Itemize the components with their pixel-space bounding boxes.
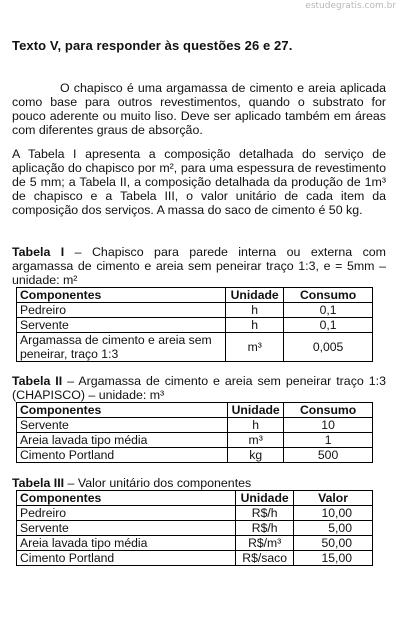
table-header-cell: Componentes xyxy=(17,288,226,303)
table2 xyxy=(16,402,373,463)
table-row xyxy=(17,303,373,318)
table-header-cell: Componentes xyxy=(17,403,228,418)
paragraph-chapisco: O chapisco é uma argamassa de cimento e areia aplicada como base para outros revestimentos, quando o substrato for pouco aderente ou muito liso. Deve ser aplicado também em áreas com diferentes graus de absorção. xyxy=(12,81,386,137)
table3-label: Tabela III xyxy=(12,476,65,490)
table3-caption-text: – Valor unitário dos componentes xyxy=(64,476,252,490)
table-header-row xyxy=(17,288,373,303)
table2-label: Tabela II xyxy=(12,374,63,388)
table-cell: 1 xyxy=(284,433,373,448)
table-cell: m³ xyxy=(226,333,284,362)
table-cell: 15,00 xyxy=(294,551,373,566)
table-cell: Areia lavada tipo média xyxy=(17,433,228,448)
table3-caption xyxy=(12,476,386,490)
table-row xyxy=(17,521,373,536)
table-cell: m³ xyxy=(228,433,284,448)
table-header-cell: Unidade xyxy=(228,403,284,418)
table-cell: Pedreiro xyxy=(17,303,226,318)
table1 xyxy=(16,287,373,362)
table-cell: Areia lavada tipo média xyxy=(17,536,236,551)
table-cell: 0,1 xyxy=(284,303,373,318)
table-cell: 0,1 xyxy=(284,318,373,333)
table-cell: 10 xyxy=(284,418,373,433)
table-row xyxy=(17,448,373,463)
table-cell: h xyxy=(226,303,284,318)
table-row xyxy=(17,551,373,566)
table1-caption xyxy=(12,245,386,287)
table1-label: Tabela I xyxy=(12,245,65,259)
table-cell: R$/m³ xyxy=(236,536,294,551)
table-cell: 10,00 xyxy=(294,506,373,521)
table-row xyxy=(17,333,373,362)
table-cell: Servente xyxy=(17,418,228,433)
table-cell: R$/saco xyxy=(236,551,294,566)
table-cell: h xyxy=(226,318,284,333)
table-cell: 500 xyxy=(284,448,373,463)
table-row xyxy=(17,536,373,551)
watermark: estudegratis.com.br xyxy=(305,1,396,11)
table-header-cell: Consumo xyxy=(284,288,373,303)
text-heading: Texto V, para responder às questões 26 e 27. xyxy=(12,38,293,53)
table-cell: h xyxy=(228,418,284,433)
table-cell: Argamassa de cimento e areia sem peneirar, traço 1:3 xyxy=(17,333,226,362)
table-cell: Servente xyxy=(17,521,236,536)
table-cell: Servente xyxy=(17,318,226,333)
table1-caption-text: – Chapisco para parede interna ou externa com argamassa de cimento e areia sem peneirar traço 1:3, e = 5mm – unidade: m² xyxy=(12,245,387,287)
table2-caption-text: – Argamassa de cimento e areia sem peneirar traço 1:3 (CHAPISCO) – unidade: m³ xyxy=(12,374,386,402)
table-row xyxy=(17,433,373,448)
table-cell: R$/h xyxy=(236,521,294,536)
table-header-cell: Unidade xyxy=(236,491,294,506)
table-cell: Cimento Portland xyxy=(17,448,228,463)
table3 xyxy=(16,490,373,566)
table-header-cell: Componentes xyxy=(17,491,236,506)
table-cell: Pedreiro xyxy=(17,506,236,521)
table-row xyxy=(17,506,373,521)
paragraph-tabelas: A Tabela I apresenta a composição detalhada do serviço de aplicação do chapisco por m², para uma espessura de revestimento de 5 mm; a Tabela II, a composição detalhada da produção de 1m³ de chapisco e a Tabela III, o valor unitário de cada item da composição dos serviços. A massa do saco de cimento é 50 kg. xyxy=(12,147,386,217)
table-cell: 5,00 xyxy=(294,521,373,536)
table-cell: 0,005 xyxy=(284,333,373,362)
table-cell: kg xyxy=(228,448,284,463)
table-header-cell: Consumo xyxy=(284,403,373,418)
table-header-cell: Unidade xyxy=(226,288,284,303)
document-page xyxy=(12,38,386,566)
table-header-row xyxy=(17,491,373,506)
table2-caption xyxy=(12,374,386,402)
table-header-cell: Valor xyxy=(294,491,373,506)
table-cell: Cimento Portland xyxy=(17,551,236,566)
table-cell: 50,00 xyxy=(294,536,373,551)
table-row xyxy=(17,318,373,333)
table-row xyxy=(17,418,373,433)
table-header-row xyxy=(17,403,373,418)
table-cell: R$/h xyxy=(236,506,294,521)
